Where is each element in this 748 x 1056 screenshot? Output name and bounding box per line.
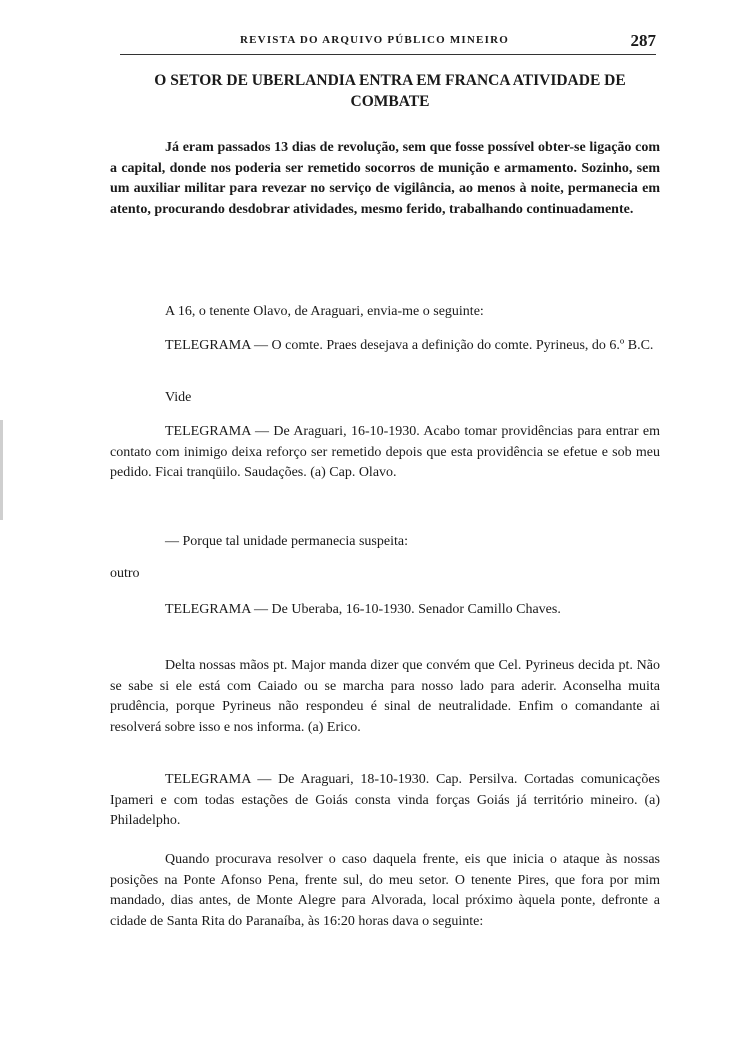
vide-text: Vide (165, 390, 192, 405)
outro-block (110, 564, 660, 585)
closing-block (110, 850, 660, 932)
outro-text: outro (110, 566, 140, 581)
paragraph-1: Já eram passados 13 dias de revolução, sem que fosse possível obter-se ligação com a capital, donde nos poderia ser remetido socorros de munição e armamento. Sozinho, sem um auxiliar militar para revezar no serviço de vigilância, ao menos à noite, permanecia em atento, procurando desdobrar atividades, mesmo ferido, trabalhando continuadamente. (110, 140, 660, 217)
suspicion-block (110, 532, 660, 553)
closing-text: Quando procurava resolver o caso daquela frente, eis que inicia o ataque às nossas posições na Ponte Afonso Pena, frente sul, do meu setor. O tenente Pires, que fora por mim mandado, dias antes, de Monte Alegre para Alvorada, local próximo àquela ponte, defronte a cidade de Santa Rita do Paranaíba, às 16:20 horas dava o seguinte: (110, 852, 660, 929)
running-header (120, 30, 656, 55)
paragraph-intro (110, 138, 660, 220)
telegram-block-4 (110, 770, 660, 832)
telegram-1: TELEGRAMA — O comte. Praes desejava a definição do comte. Pyrineus, do 6.º B.C. (165, 338, 654, 353)
scan-edge-mark (0, 420, 3, 520)
telegram-block-3 (110, 600, 660, 621)
page-number: 287 (630, 31, 656, 50)
telegram-block-2 (110, 422, 660, 484)
delta-block (110, 656, 660, 738)
running-title: REVISTA DO ARQUIVO PÚBLICO MINEIRO (240, 34, 509, 46)
paragraph-block-2 (110, 302, 660, 323)
telegram-3: TELEGRAMA — De Uberaba, 16-10-1930. Senador Camillo Chaves. (165, 602, 561, 617)
article-title: O SETOR DE UBERLANDIA ENTRA EM FRANCA ATIVIDADE DE COMBATE (154, 72, 626, 110)
telegram-4: TELEGRAMA — De Araguari, 18-10-1930. Cap. Persilva. Cortadas comunicações Ipameri e com todas estações de Goiás consta vinda forças Goiás já território mineiro. (a) Philadelpho. (110, 772, 660, 828)
telegram-block-1 (110, 336, 660, 357)
telegram-2: TELEGRAMA — De Araguari, 16-10-1930. Acabo tomar providências para entrar em contato com inimigo deixa reforço ser remetido depois que esta providência se efetue e sob meu pedido. Ficai tranqüilo. Saudações. (a) Cap. Olavo. (110, 424, 660, 480)
vide-block (110, 388, 660, 409)
suspicion-text: — Porque tal unidade permanecia suspeita: (165, 534, 408, 549)
paragraph-2: A 16, o tenente Olavo, de Araguari, envia-me o seguinte: (165, 304, 484, 319)
delta-text: Delta nossas mãos pt. Major manda dizer que convém que Cel. Pyrineus decida pt. Não se sabe si ele está com Caiado ou se marcha para nosso lado para aderir. Aconselha muita prudência, porque Pyrineus não respondeu é sinal de neutralidade. Enfim o comandante ai resolverá sobre isso e nos informa. (a) Erico. (110, 658, 660, 735)
